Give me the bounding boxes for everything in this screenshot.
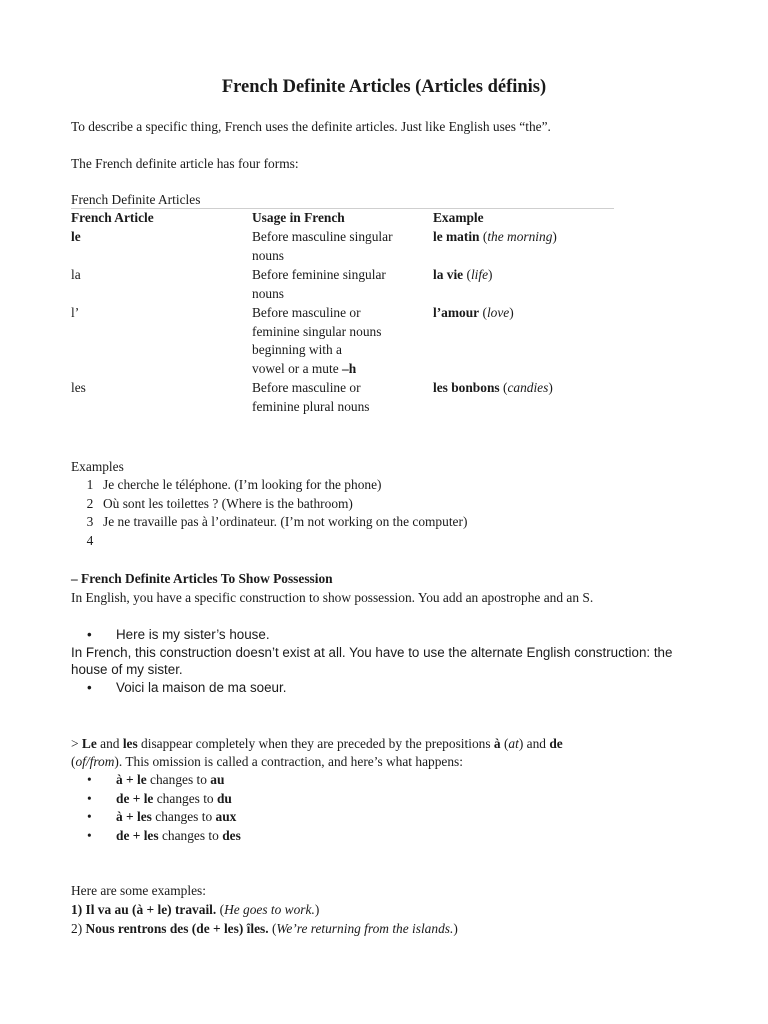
intro-paragraph: To describe a specific thing, French uses the definite articles. Just like English uses “the”.: [71, 119, 551, 134]
bullet-icon: •: [87, 627, 92, 642]
example-sentence-1: 1) Il va au (à + le) travail. (He goes to work.): [71, 902, 320, 917]
examples-intro: Here are some examples:: [71, 883, 206, 898]
example-cell: la vie (life): [433, 267, 493, 282]
table-header-row: [71, 209, 614, 229]
example-cell: l’amour (love): [433, 305, 514, 320]
contraction-paragraph-cont: (of/from). This omission is called a contraction, and here’s what happens:: [71, 754, 463, 769]
table-header-example: Example: [433, 210, 484, 225]
list-item: 2 Où sont les toilettes ? (Where is the bathroom): [86, 495, 353, 511]
example-cell: le matin (the morning): [433, 229, 557, 244]
bullet-icon: •: [87, 828, 92, 843]
contraction-paragraph: > Le and les disappear completely when they are preceded by the prepositions à (at) and de: [71, 736, 563, 751]
article-cell: l’: [71, 305, 80, 320]
bullet-icon: •: [87, 772, 92, 787]
table-row: [71, 304, 614, 379]
article-cell: la: [71, 267, 81, 282]
table-row: [71, 379, 614, 417]
article-cell: les: [71, 380, 86, 395]
bullet-icon: •: [87, 791, 92, 806]
page-title: French Definite Articles (Articles définis): [221, 77, 547, 97]
example-cell: les bonbons (candies): [433, 380, 553, 395]
examples-label: Examples: [71, 459, 124, 474]
bullet-icon: •: [87, 680, 92, 695]
list-item: 4: [86, 532, 94, 548]
usage-cell: Before feminine singular nouns: [252, 267, 386, 301]
usage-cell: Before masculine singular nouns: [252, 229, 393, 263]
possession-heading: – French Definite Articles To Show Possession: [71, 571, 333, 586]
list-item: 3 Je ne travaille pas à l’ordinateur. (I’m not working on the computer): [86, 514, 468, 529]
table-header-usage: Usage in French: [252, 210, 345, 225]
article-cell: le: [71, 229, 81, 244]
usage-cell: Before masculine or feminine singular nouns beginning with a vowel or a mute –h: [252, 305, 382, 376]
table-header-article: French Article: [71, 210, 154, 225]
articles-table: [71, 208, 614, 417]
possession-line: In English, you have a specific construction to show possession. You add an apostrophe and an S.: [71, 590, 594, 605]
table-row: [71, 228, 614, 266]
table-row: [71, 266, 614, 304]
possession-note: In French, this construction doesn’t exist at all. You have to use the alternate English construction: the: [71, 645, 673, 660]
example-sentence-2: 2) Nous rentrons des (de + les) îles. (We’re returning from the islands.): [71, 921, 458, 936]
bullet-icon: •: [87, 809, 92, 824]
usage-cell: Before masculine or feminine plural nouns: [252, 380, 370, 414]
table-caption: French Definite Articles: [71, 192, 201, 207]
possession-note-cont: house of my sister.: [71, 662, 183, 677]
examples-list: [71, 476, 467, 550]
list-item: 1 Je cherche le téléphone. (I’m looking for the phone): [86, 477, 382, 492]
forms-paragraph: The French definite article has four forms:: [71, 156, 299, 171]
